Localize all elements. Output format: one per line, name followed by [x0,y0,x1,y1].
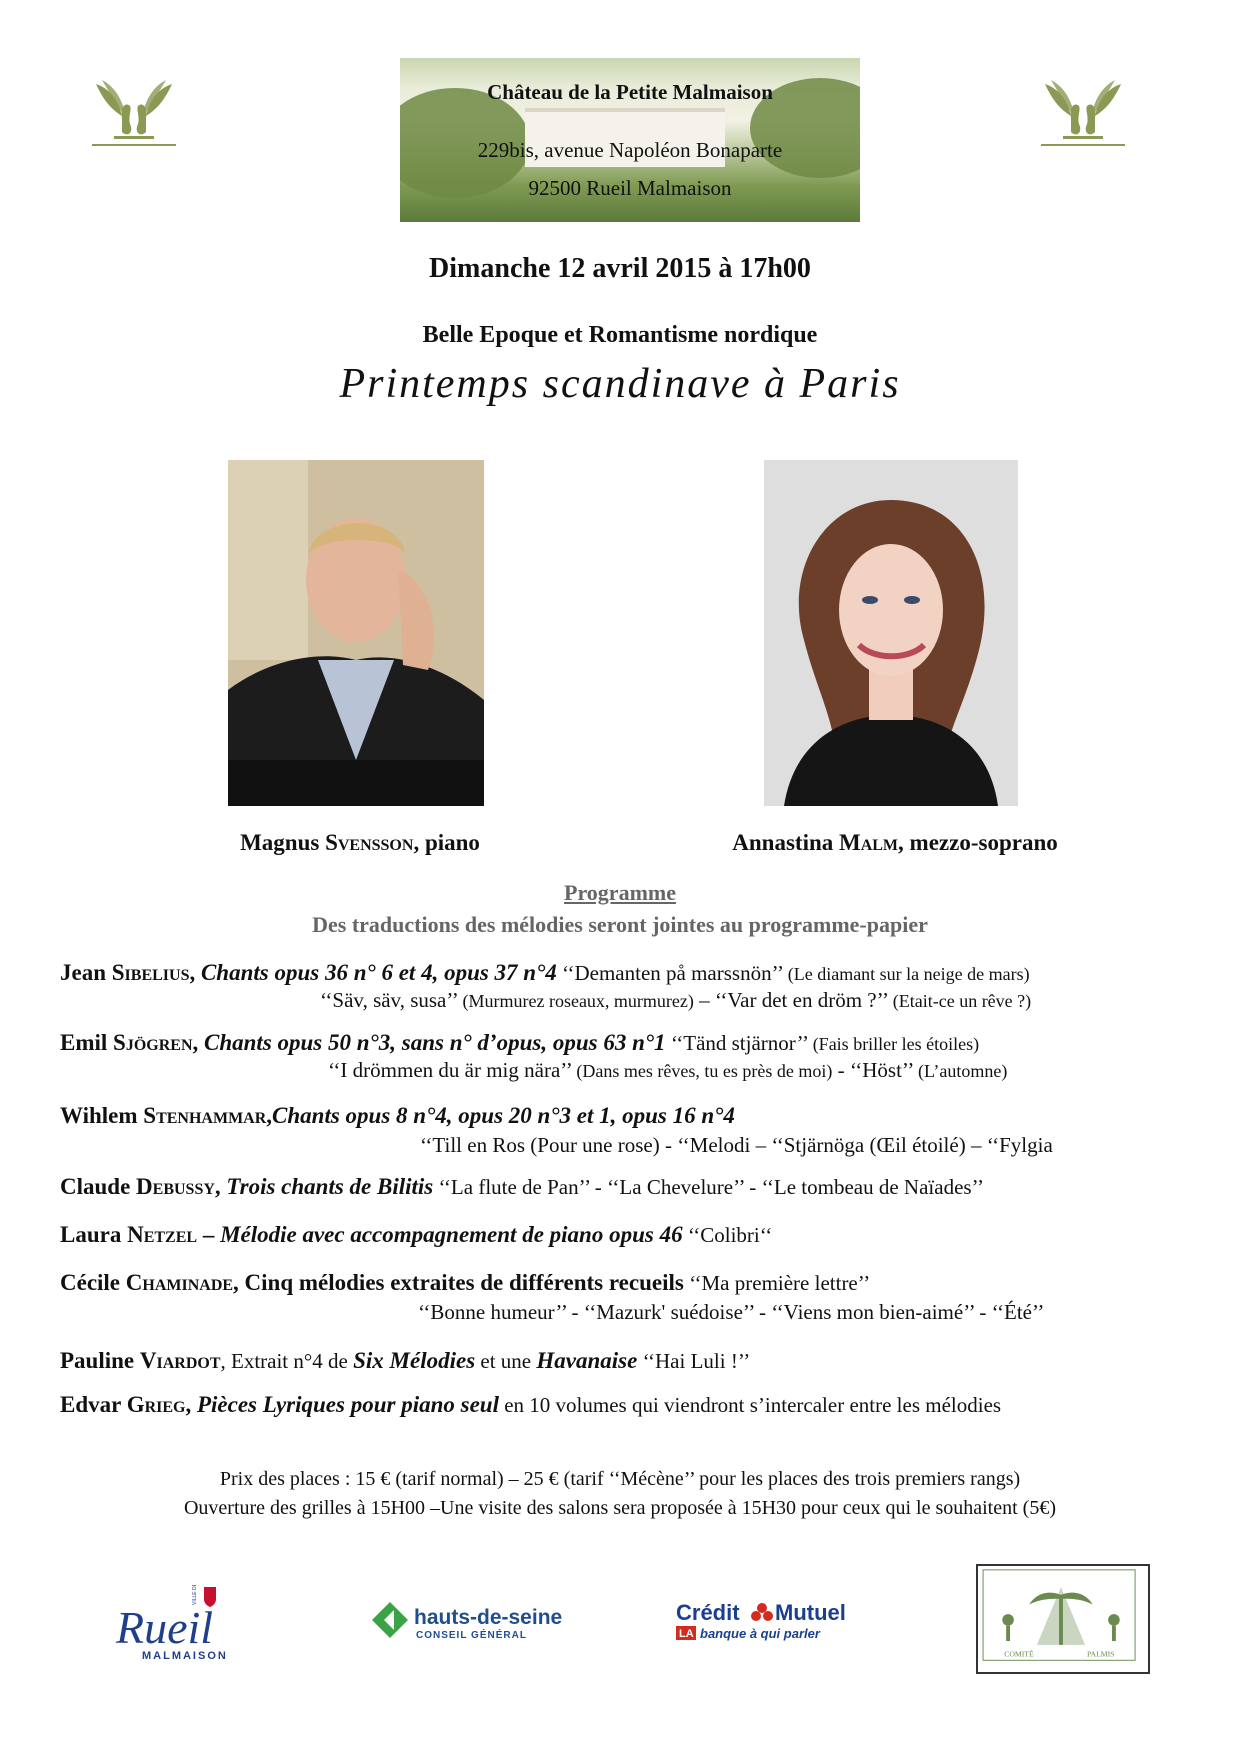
rueil-malmaison-logo [112,1585,272,1663]
programme-note: Des traductions des mélodies seront jointes au programme-papier [312,912,928,937]
programme-entry-sjogren-line2: ‘‘I drömmen du är mig nära’’ (Dans mes rêves, tu es près de moi) - ‘‘Höst’’ (L’automne) [328,1058,1008,1082]
song-title: ‘‘Säv, säv, susa’’ [320,988,463,1012]
svg-text:Mutuel: Mutuel [775,1600,846,1625]
swan-emblem-right [1037,76,1129,150]
svg-text:CONSEIL GÉNÉRAL: CONSEIL GÉNÉRAL [416,1630,527,1641]
swan-emblem-left [88,76,180,150]
venue-city: 92500 Rueil Malmaison [528,176,732,200]
programme-entry-sibelius-line2 [320,988,1031,1013]
singer-photo [764,460,1018,806]
composer-last: Sibelius [111,960,190,985]
work-description: en 10 volumes qui viendront s’intercaler entre les mélodies [498,1393,1002,1417]
credit-mutuel-logo [676,1596,866,1646]
work-title: Chants opus 36 n° 6 et 4, opus 37 n°4 [200,960,557,985]
programme-entry-sjogren: Emil Sjögren, Chants opus 50 n°3, sans n° d’opus, opus 63 n°1 ‘‘Tänd stjärnor’’ (Fais briller les étoiles) [60,1030,980,1055]
song-list: ‘‘Colibri‘‘ [682,1223,773,1247]
programme-entry-stenhammar: Wihlem Stenhammar,Chants opus 8 n°4, opus 20 n°3 et 1, opus 16 n°4 [60,1103,735,1128]
opening-info: Ouverture des grilles à 15H00 –Une visite des salons sera proposée à 15H30 pour ceux qui le souhaitent (5€) [183,1497,1056,1519]
work-title: Pièces Lyriques pour piano seul [196,1392,499,1417]
comite-palmis-logo [976,1564,1150,1674]
event-date: Dimanche 12 avril 2015 à 17h00 [429,253,811,284]
composer-first: Jean [60,960,112,985]
pricing-info: Prix des places : 15 € (tarif normal) – 25 € (tarif ‘‘Mécène’’ pour les places des trois premiers rangs) [219,1468,1021,1490]
song-translation: (Etait-ce un rêve ?) [892,991,1032,1011]
song-title: – ‘‘Var det en dröm ?’’ [693,988,893,1012]
song-list: ‘‘Ma première lettre’’ [683,1271,871,1295]
work-title-2: Havanaise [536,1348,638,1373]
svg-text:LA: LA [679,1628,694,1640]
swan-icon [1037,76,1129,150]
programme-entry-sibelius: Jean Sibelius, Chants opus 36 n° 6 et 4, opus 37 n°4 ‘‘Demanten på marssnön’’ (Le diamant sur la neige de mars) [60,960,1030,985]
song-list: ‘‘Hai Luli !’’ [637,1349,751,1373]
song-title: ‘‘Tänd stjärnor’’ [665,1031,813,1055]
svg-text:COMITÉ: COMITÉ [1004,1649,1034,1659]
song-title: ‘‘Demanten på marssnön’’ [556,961,788,985]
hauts-de-seine-logo [370,1598,570,1646]
programme-entry-chaminade-line2: ‘‘Bonne humeur’’ - ‘‘Mazurk' suédoise’’ - ‘‘Viens mon bien-aimé’’ - ‘‘Été’’ [418,1300,1045,1324]
venue-address: 229bis, avenue Napoléon Bonaparte [477,138,783,162]
singer-caption: Annastina Malm, mezzo-soprano [732,830,1058,855]
malmaison-wordmark: MALMAISON [142,1650,228,1662]
programme-heading: Programme [564,880,676,905]
work-title: Trois chants de Bilitis [226,1174,434,1199]
programme-entry-netzel: Laura Netzel – Mélodie avec accompagnement de piano opus 46 ‘‘Colibri‘‘ [60,1222,773,1247]
rueil-wordmark: Rueil [116,1602,214,1653]
song-translation: (Fais briller les étoiles) [812,1034,980,1054]
venue-banner [400,58,860,222]
pianist-photo [228,460,484,806]
pianist-caption: Magnus Svensson, piano [240,830,480,855]
song-translation: (Le diamant sur la neige de mars) [787,964,1030,984]
programme-entry-viardot: Pauline Viardot, Extrait n°4 de Six Mélodies et une Havanaise ‘‘Hai Luli !’’ [60,1348,751,1373]
credit-mutuel-emblem-icon [751,1603,773,1621]
work-title: Chants opus 50 n°3, sans n° d’opus, opus 63 n°1 [204,1030,666,1055]
svg-text:hauts-de-seine: hauts-de-seine [414,1606,563,1629]
work-title: Chants opus 8 n°4, opus 20 n°3 et 1, opus 16 n°4 [272,1103,735,1128]
concert-title: Printemps scandinave à Paris [339,361,901,407]
event-subtitle: Belle Epoque et Romantisme nordique [422,322,818,348]
programme-entry-stenhammar-line2: ‘‘Till en Ros (Pour une rose) - ‘‘Melodi – ‘‘Stjärnöga (Œil étoilé) – ‘‘Fylgia [420,1133,1053,1157]
palm-icon [1002,1587,1119,1645]
programme-entry-chaminade: Cécile Chaminade, Cinq mélodies extraites de différents recueils ‘‘Ma première lettre’’ [60,1270,871,1295]
song-list: ‘‘La flute de Pan’’ - ‘‘La Chevelure’’ - ‘‘Le tombeau de Naïades’’ [433,1175,984,1199]
work-title: Six Mélodies [353,1348,476,1373]
venue-name: Château de la Petite Malmaison [487,80,773,104]
song-translation: (Murmurez roseaux, murmurez) [462,991,694,1011]
swan-icon [88,76,180,150]
work-title: Mélodie avec accompagnement de piano opus 46 [220,1222,683,1247]
svg-text:banque à qui parler: banque à qui parler [700,1626,820,1641]
work-title: Cinq mélodies extraites de différents recueils [244,1270,684,1295]
programme-entry-debussy: Claude Debussy, Trois chants de Bilitis ‘‘La flute de Pan’’ - ‘‘La Chevelure’’ - ‘‘Le tombeau de Naïades’’ [60,1174,984,1199]
svg-text:VILLE DE: VILLE DE [192,1585,198,1605]
svg-text:PALMIS: PALMIS [1086,1649,1115,1659]
programme-entry-grieg: Edvar Grieg, Pièces Lyriques pour piano seul en 10 volumes qui viendront s’intercaler entre les mélodies [60,1392,1002,1417]
svg-text:Crédit: Crédit [676,1600,740,1625]
